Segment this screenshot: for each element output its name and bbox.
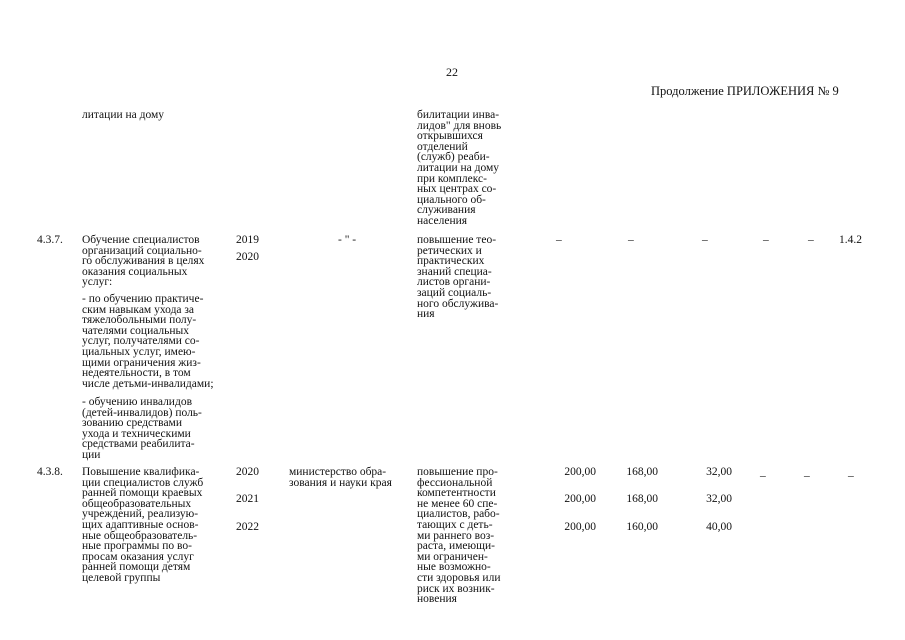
indicator-reference: 1.4.2: [839, 234, 862, 246]
continued-expected-result: билитации инва- лидов" для вновь открывшихся отделений (служб) реаби- литации на дому при комплекс- ных центрах со- циального об- служивания населения: [417, 109, 502, 227]
funding-value: _: [848, 466, 854, 478]
total-funding-value: 200,00: [564, 493, 596, 505]
activity-subitem: - по обучению практиче- ским навыкам ухода за тяжелобольными полу- чателями социальных услуг, получателями со- циальных услуг, имею- щими ограничения жиз- недеятельности, в том числе детьми-инвалидами;: [82, 293, 214, 390]
executor: министерство обра- зования и науки края: [289, 466, 392, 489]
funding-value: _: [760, 466, 766, 478]
funding-value: –: [702, 234, 708, 246]
funding-value: –: [763, 234, 769, 246]
expected-result: повышение тео- ретических и практических знаний специа- листов органи- заций социаль- ного обслужива- ния: [417, 234, 499, 321]
activity-subitem: - обучению инвалидов (детей-инвалидов) поль- зованию средствами ухода и техническими средствами реабилита- ции: [82, 396, 202, 461]
total-funding-value: –: [556, 234, 562, 246]
funding-value: –: [628, 234, 634, 246]
funding-value: 168,00: [626, 466, 658, 478]
year: 2022: [236, 521, 259, 533]
expected-result: повышение про- фессиональной компетентности не менее 60 спе- циалистов, рабо- тающих с деть- ми раннего воз- раста, имеющи- ми ограничен- ные возможно- сти здоровья или риск их возник- новения: [417, 466, 501, 606]
executor: - " -: [338, 234, 357, 246]
funding-value: 168,00: [626, 493, 658, 505]
total-funding-value: 200,00: [564, 466, 596, 478]
year: 2020: [236, 466, 259, 478]
total-funding-value: 200,00: [564, 521, 596, 533]
year: 2019: [236, 234, 259, 246]
funding-value: 160,00: [626, 521, 658, 533]
activity-name: Повышение квалифика- ции специалистов служб ранней помощи краевых общеобразовательных учреждений, реализую- щих адаптивные основ- ные общеобразователь- ные программы по во- просам оказания услуг ранней помощи детям целевой группы: [82, 466, 204, 584]
year: 2020: [236, 251, 259, 263]
continued-activity-name: литации на дому: [82, 109, 165, 121]
funding-value: 32,00: [706, 466, 732, 478]
year: 2021: [236, 493, 259, 505]
row-number: 4.3.8.: [37, 466, 63, 478]
appendix-continuation-header: Продолжение ПРИЛОЖЕНИЯ № 9: [651, 84, 839, 98]
page-number: 22: [446, 65, 458, 79]
funding-value: 32,00: [706, 493, 732, 505]
funding-value: 40,00: [706, 521, 732, 533]
funding-value: _: [804, 466, 810, 478]
funding-value: –: [808, 234, 814, 246]
row-number: 4.3.7.: [37, 234, 63, 246]
activity-name: Обучение специалистов организаций социально- го обслуживания в целях оказания социальных услуг:: [82, 234, 205, 289]
